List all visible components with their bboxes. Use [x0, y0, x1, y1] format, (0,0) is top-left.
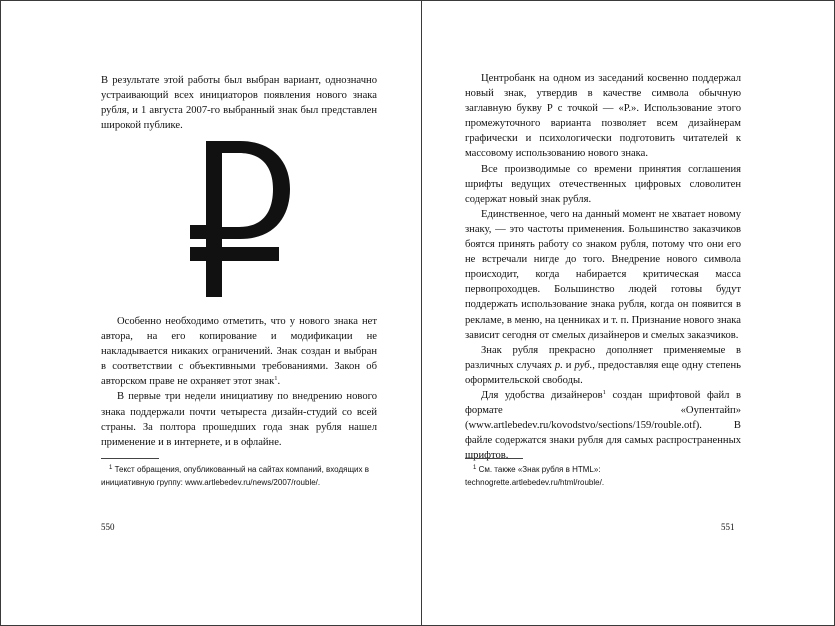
right-paragraph-5-post: создан шрифтовой файл в формате «Оупентайп» (www.artlebedev.ru/kovodstvo/sections/159/rouble.otf). В файле содержатся знаки рубля для самых распространенных шрифтов. — [465, 389, 741, 462]
right-footnote — [465, 462, 741, 489]
right-paragraph-1: Центробанк на одном из заседаний косвенно поддержал новый знак, утвердив в качестве символа обычную заглавную букву Р с точкой — «Р.». Использование этого промежуточного варианта позволяет всем дизайнерам графически и психологически подготовить читателей к массовому использованию нового знака. — [465, 73, 741, 160]
footnote-rule — [101, 458, 159, 459]
right-text — [465, 71, 741, 463]
right-paragraph-5-pre: Для удобства дизайнеров — [481, 389, 603, 401]
left-paragraph-2-end: . — [277, 376, 281, 388]
abbr-rub: руб. — [574, 359, 593, 371]
ruble-sign-icon — [184, 139, 294, 299]
right-page — [422, 1, 834, 625]
left-paragraph-3: В первые три недели инициативу по внедрению нового знака поддержали почти четыреста дизайн-студий со всей страны. За полтора прошедших года знак рубля нашел применение и в интернете, и в офлайне. — [101, 391, 377, 448]
right-paragraph-4 — [465, 343, 741, 388]
right-paragraph-5 — [465, 388, 741, 463]
left-text-bottom — [101, 314, 377, 450]
footnote-number: 1 — [473, 465, 477, 471]
footnote-number: 1 — [109, 465, 113, 471]
left-text-top — [101, 73, 377, 133]
footnote-ref: 1 — [602, 388, 606, 396]
left-footnote — [101, 462, 377, 489]
page-number-left: 550 — [101, 522, 115, 532]
footnote-ref: 1 — [274, 375, 278, 383]
page-number-right: 551 — [721, 522, 735, 532]
left-paragraph-2-text: Особенно необходимо отметить, что у нового знака нет автора, на его копирование и модификации не накладывается никаких ограничений. Знак создан и выбран в соответствии с объективными требованиями. Закон об авторском праве не охраняет этот знак — [101, 316, 377, 388]
right-paragraph-4-pre: Знак рубля прекрасно дополняет применяемые в различных случаях — [465, 344, 741, 371]
footnote-text: Текст обращения, опубликованный на сайтах компаний, входящих в инициативную группу: www.artlebedev.ru/news/2007/rouble/. — [101, 465, 369, 487]
right-paragraph-4-post: , предоставляя еще одну степень оформительской свободы. — [465, 359, 742, 386]
abbr-r: р. — [554, 359, 563, 371]
right-paragraph-3: Единственное, чего на данный момент не хватает новому знаку, — это частоты применения. Большинство заказчиков боятся принять работу со знаком рубля, потому что они его не встречали нигде до того. Внедрение нового символа происходит, когда набирается критическая масса первопроходцев. Большинство людей готовы будут поддержать использование знака рубля, когда он появится в рекламе, в меню, на ценниках и т. п. Признание нового знака зависит сегодня от смелых дизайнеров и смелых заказчиков. — [465, 208, 741, 341]
footnote-rule — [465, 458, 523, 459]
left-page — [1, 1, 421, 625]
right-paragraph-2: Все производимые со времени принятия соглашения шрифты ведущих отечественных цифровых словолитен содержат новый знак рубля. — [465, 163, 741, 205]
left-paragraph-intro: В результате этой работы был выбран вариант, однозначно устраивающий всех инициаторов появления нового знака рубля, и 1 августа 2007-го выбранный знак был представлен широкой публике. — [101, 75, 377, 132]
right-paragraph-4-mid: и — [562, 359, 575, 371]
left-paragraph-2 — [101, 314, 377, 389]
footnote-text: См. также «Знак рубля в HTML»: technogrette.artlebedev.ru/html/rouble/. — [465, 465, 605, 487]
